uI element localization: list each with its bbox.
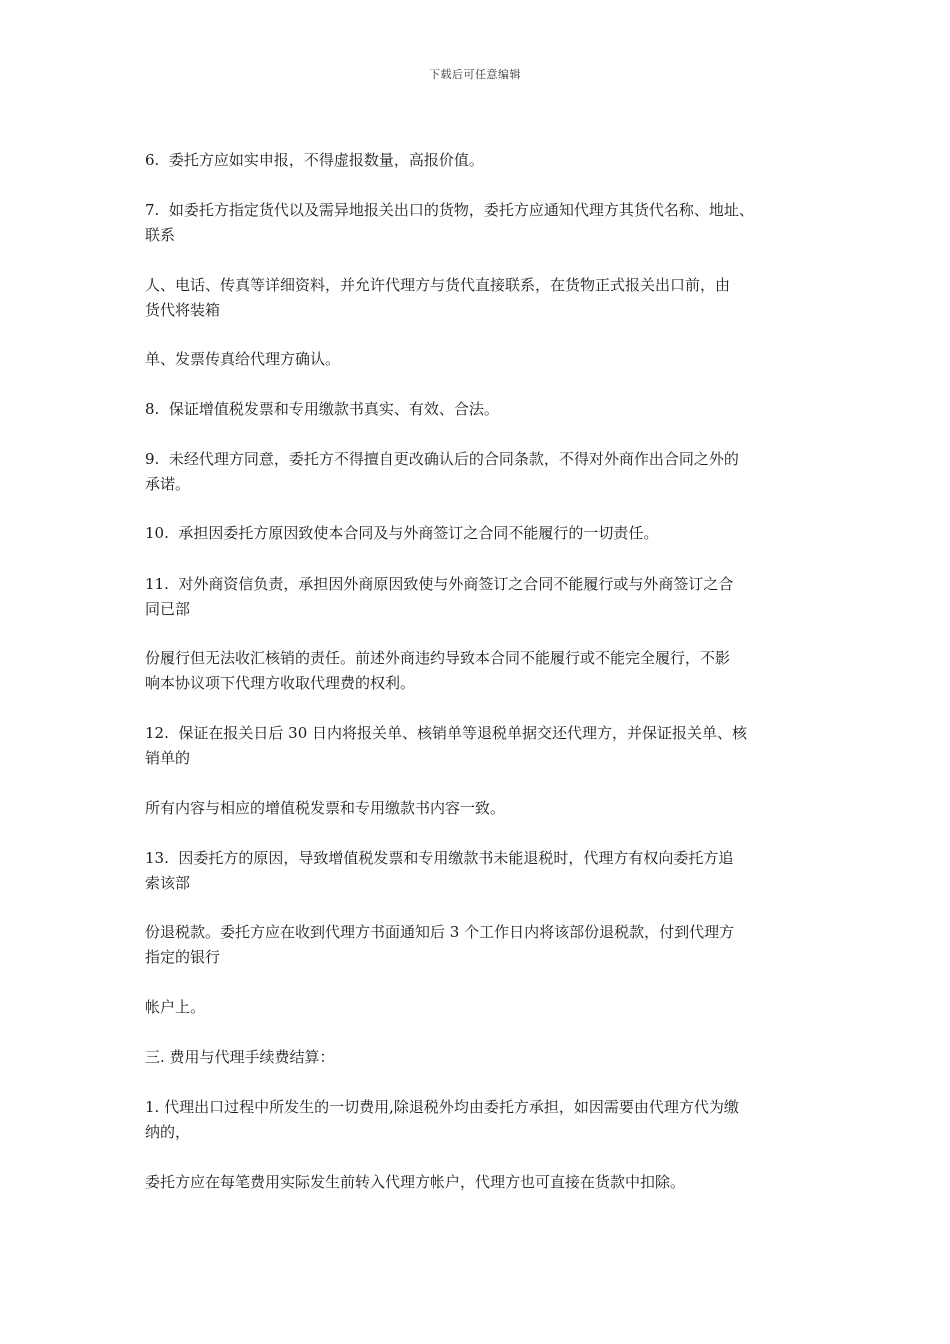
clause-13: 13. 因委托方的原因，导致增值税发票和专用缴款书未能退税时，代理方有权向委托方追 索该部 [145,849,734,892]
clause-12: 12. 保证在报关日后 30 日内将报关单、核销单等退税单据交还代理方，并保证报关单、核 销单的 [145,724,748,767]
clause-6: 6. 委托方应如实申报，不得虚报数量，高报价值。 [145,151,484,169]
page-header: 下载后可任意编辑 [429,68,521,81]
section-3-heading: 三. 费用与代理手续费结算： [145,1048,335,1066]
clause-9: 9. 未经代理方同意，委托方不得擅自更改确认后的合同条款，不得对外商作出合同之外的 承诺。 [145,450,739,493]
clause-11-cont: 份履行但无法收汇核销的责任。前述外商违约导致本合同不能履行或不能完全履行，不影 响本协议项下代理方收取代理费的权利。 [145,649,731,692]
clause-8: 8. 保证增值税发票和专用缴款书真实、有效、合法。 [145,400,499,418]
clause-13-cont-2: 帐户上。 [145,998,206,1016]
clause-7-cont-1: 人、电话、传真等详细资料，并允许代理方与货代直接联系，在货物正式报关出口前，由 货代将装箱 [145,276,731,319]
section-3-item-1: 1. 代理出口过程中所发生的一切费用,除退税外均由委托方承担，如因需要由代理方代为缴 纳的， [145,1098,739,1141]
clause-13-cont-1: 份退税款。委托方应在收到代理方书面通知后 3 个工作日内将该部份退税款，付到代理方 指定的银行 [145,923,735,966]
clause-10: 10. 承担因委托方原因致使本合同及与外商签订之合同不能履行的一切责任。 [145,524,659,542]
section-3-item-1-cont: 委托方应在每笔费用实际发生前转入代理方帐户，代理方也可直接在货款中扣除。 [145,1173,686,1191]
clause-7-cont-2: 单、发票传真给代理方确认。 [145,350,341,368]
clause-11: 11. 对外商资信负责，承担因外商原因致使与外商签订之合同不能履行或与外商签订之合 同已部 [145,575,734,618]
clause-12-cont: 所有内容与相应的增值税发票和专用缴款书内容一致。 [145,799,506,817]
clause-7: 7. 如委托方指定货代以及需异地报关出口的货物，委托方应通知代理方其货代名称、地址、 联系 [145,201,754,244]
